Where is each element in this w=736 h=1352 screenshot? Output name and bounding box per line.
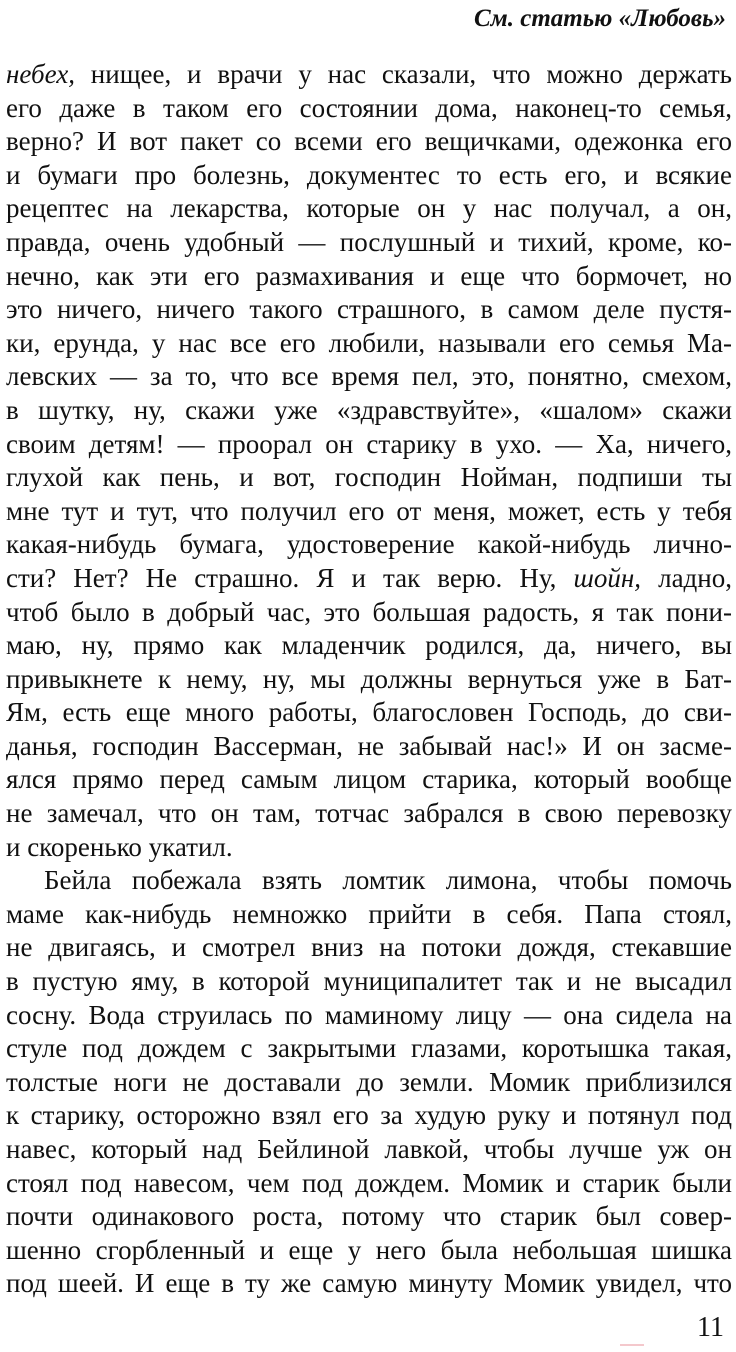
- text-line: [6, 260, 732, 294]
- text-line: [6, 999, 732, 1033]
- text-segment: толстые ноги не доставали до земли. Момик приблизился: [6, 1066, 732, 1097]
- text-segment: не двигаясь, и смотрел вниз на потоки дождя, стекавшие: [6, 932, 732, 963]
- italic-word: небех,: [6, 59, 75, 89]
- text-line: [6, 1066, 732, 1100]
- text-line: [6, 629, 732, 663]
- scan-mark: [620, 1344, 644, 1346]
- text-segment: глухой как пень, и вот, господин Нойман, подпиши ты: [6, 462, 732, 493]
- page-number: 11: [697, 1312, 724, 1343]
- text-segment: чтоб было в добрый час, это большая радость, я так пони-: [6, 596, 732, 627]
- text-segment: навес, который над Бейлиной лавкой, чтобы лучше уж он: [6, 1134, 732, 1164]
- text-line: [6, 360, 732, 394]
- text-segment: маю, ну, прямо как младенчик родился, да, ничего, вы: [6, 630, 732, 661]
- text-line: [6, 1234, 732, 1268]
- text-segment: сти? Нет? Не страшно. Я и так верю. Ну,: [6, 562, 574, 593]
- text-segment: его даже в таком его состоянии дома, наконец-то семья,: [6, 92, 732, 123]
- text-segment: левских — за то, что все время пел, это, понятно, смехом,: [6, 361, 732, 392]
- text-line: [6, 596, 732, 630]
- text-line: [6, 797, 732, 831]
- text-segment: под шеей. И еще в ту же самую минуту Момик увидел, что: [6, 1268, 732, 1299]
- text-segment: к старику, осторожно взял его за худую руку и потянул под: [6, 1100, 732, 1131]
- text-segment: ладно,: [641, 562, 732, 593]
- text-line: [6, 125, 732, 159]
- text-segment: стуле под дождем с закрытыми глазами, коротышка такая,: [6, 1033, 732, 1064]
- text-line: [6, 495, 732, 529]
- text-segment: в пустую яму, в которой муниципалитет так и не высадил: [6, 966, 732, 997]
- text-segment: сосну. Вода струилась по маминому лицу — она сидела на: [6, 999, 732, 1030]
- text-line: [6, 226, 732, 260]
- text-segment: нищее, и врачи у нас сказали, что можно держать: [74, 59, 732, 89]
- running-head: См. статью «Любовь»: [473, 5, 726, 32]
- text-line: [6, 428, 732, 462]
- text-segment: Бейла побежала взять ломтик лимона, чтобы помочь: [44, 865, 732, 896]
- text-line: [6, 663, 732, 697]
- text-line: [6, 394, 732, 428]
- text-line: [6, 696, 732, 730]
- text-line: [6, 461, 732, 495]
- text-line: [6, 965, 732, 999]
- text-segment: стоял под навесом, чем под дождем. Момик и старик были: [6, 1167, 732, 1198]
- text-line: [6, 1167, 732, 1201]
- text-line: [6, 730, 732, 764]
- text-segment: рецептес на лекарства, которые он у нас получал, а он,: [6, 193, 732, 224]
- text-segment: и скоренько укатил.: [6, 831, 233, 862]
- text-segment: правда, очень удобный — послушный и тихий, кроме, ко-: [6, 226, 732, 257]
- text-segment: ялся прямо перед самым лицом старика, который вообще: [6, 764, 732, 795]
- text-segment: и бумаги про болезнь, документес то есть его, и всякие: [6, 159, 732, 190]
- text-line: [6, 931, 732, 965]
- text-line: [6, 528, 732, 562]
- text-segment: в шутку, ну, скажи уже «здравствуйте», «шалом» скажи: [6, 394, 732, 425]
- text-line: [6, 562, 732, 596]
- text-line: [6, 159, 732, 193]
- text-line: [6, 898, 732, 932]
- text-line: [6, 58, 732, 92]
- text-segment: шенно сгорбленный и еще у него была небольшая шишка: [6, 1234, 732, 1265]
- text-line: [6, 192, 732, 226]
- text-segment: не замечал, что он там, тотчас забрался в свою перевозку: [6, 798, 732, 829]
- body-text: [6, 58, 732, 1301]
- text-line: [6, 327, 732, 361]
- text-segment: привыкнете к нему, ну, мы должны вернуться уже в Бат-: [6, 663, 732, 694]
- text-line: [6, 831, 732, 865]
- text-segment: данья, господин Вассерман, не забывай нас!» И он засме-: [6, 730, 732, 761]
- text-line: [6, 1133, 732, 1167]
- text-segment: своим детям! — проорал он старику в ухо. — Ха, ничего,: [6, 428, 732, 459]
- text-line: [6, 864, 732, 898]
- text-line: [6, 92, 732, 126]
- text-segment: какая-нибудь бумага, удостоверение какой-нибудь лично-: [6, 529, 732, 560]
- text-segment: мне тут и тут, что получил его от меня, может, есть у тебя: [6, 495, 732, 526]
- text-segment: маме как-нибудь немножко прийти в себя. Папа стоял,: [6, 898, 732, 929]
- text-line: [6, 293, 732, 327]
- text-line: [6, 1200, 732, 1234]
- text-line: [6, 1032, 732, 1066]
- italic-word: шойн,: [573, 562, 642, 593]
- text-line: [6, 1267, 732, 1301]
- text-segment: нечно, как эти его размахивания и еще что бормочет, но: [6, 260, 732, 291]
- text-segment: это ничего, ничего такого страшного, в самом деле пустя-: [6, 294, 732, 325]
- text-line: [6, 763, 732, 797]
- text-segment: верно? И вот пакет со всеми его вещичками, одежонка его: [6, 126, 732, 157]
- text-segment: почти одинакового роста, потому что старик был совер-: [6, 1201, 732, 1232]
- text-segment: ки, ерунда, у нас все его любили, называли его семья Ма-: [6, 327, 732, 358]
- text-segment: Ям, есть еще много работы, благословен Господь, до сви-: [6, 697, 732, 728]
- text-line: [6, 1099, 732, 1133]
